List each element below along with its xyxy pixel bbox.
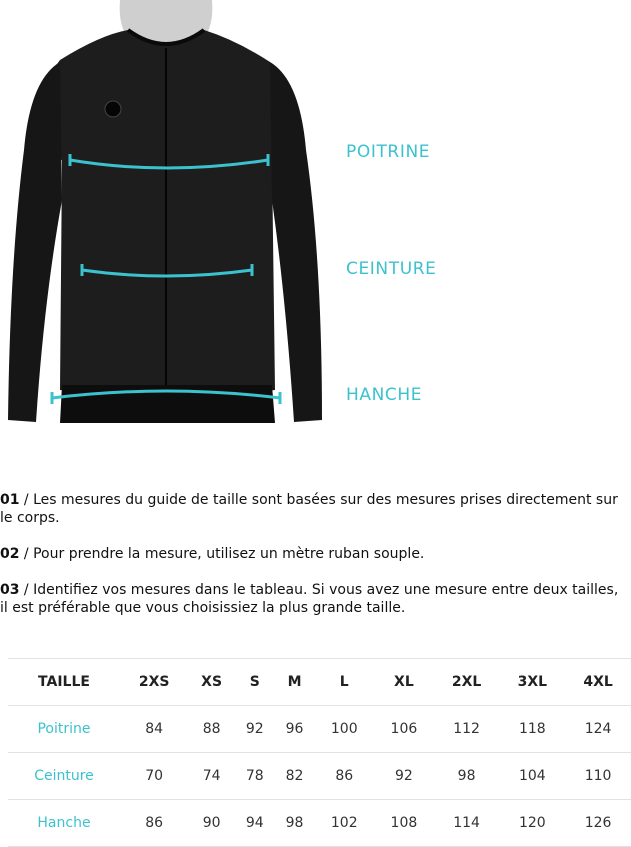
header-size: XL (374, 659, 434, 706)
table-cell: 86 (314, 753, 374, 800)
table-cell: 86 (120, 800, 188, 847)
table-row (8, 800, 631, 847)
table-cell: 84 (120, 706, 188, 753)
table-cell: 92 (235, 706, 275, 753)
row-label-chest: Poitrine (8, 706, 120, 753)
row-label-waist: Ceinture (8, 753, 120, 800)
table-row (8, 706, 631, 753)
table-cell: 88 (188, 706, 235, 753)
table-row (8, 753, 631, 800)
note-02: 02 / Pour prendre la mesure, utilisez un mètre ruban souple. (0, 546, 425, 562)
table-cell: 96 (275, 706, 315, 753)
table-cell: 112 (434, 706, 500, 753)
header-size: L (314, 659, 374, 706)
chest-label: POITRINE (346, 142, 431, 162)
size-table (8, 658, 631, 847)
table-cell: 106 (374, 706, 434, 753)
table-cell: 98 (434, 753, 500, 800)
table-cell: 92 (374, 753, 434, 800)
size-guide-notes (0, 491, 625, 635)
table-cell: 108 (374, 800, 434, 847)
header-size-label: TAILLE (8, 659, 120, 706)
table-cell: 70 (120, 753, 188, 800)
table-cell: 90 (188, 800, 235, 847)
brand-logo-icon (105, 101, 121, 117)
header-size: S (235, 659, 275, 706)
table-cell: 82 (275, 753, 315, 800)
table-cell: 78 (235, 753, 275, 800)
row-label-hip: Hanche (8, 800, 120, 847)
table-cell: 104 (499, 753, 565, 800)
table-header-row (8, 659, 631, 706)
table-cell: 114 (434, 800, 500, 847)
jersey-illustration (0, 0, 330, 423)
hip-label: HANCHE (346, 385, 423, 405)
table-cell: 124 (565, 706, 631, 753)
note-01: 01 / Les mesures du guide de taille sont basées sur des mesures prises directement sur le corps. (0, 492, 618, 526)
table-cell: 110 (565, 753, 631, 800)
note-03: 03 / Identifiez vos mesures dans le tableau. Si vous avez une mesure entre deux tailles, il est préférable que vous choisissiez la plus grande taille. (0, 582, 619, 616)
size-guide-hero (0, 0, 631, 423)
header-size: 3XL (499, 659, 565, 706)
table-cell: 94 (235, 800, 275, 847)
table-cell: 102 (314, 800, 374, 847)
header-size: 4XL (565, 659, 631, 706)
table-cell: 74 (188, 753, 235, 800)
header-size: XS (188, 659, 235, 706)
table-cell: 98 (275, 800, 315, 847)
header-size: 2XL (434, 659, 500, 706)
table-cell: 120 (499, 800, 565, 847)
header-size: M (275, 659, 315, 706)
table-cell: 126 (565, 800, 631, 847)
table-cell: 118 (499, 706, 565, 753)
header-size: 2XS (120, 659, 188, 706)
table-cell: 100 (314, 706, 374, 753)
waist-label: CEINTURE (346, 259, 437, 279)
